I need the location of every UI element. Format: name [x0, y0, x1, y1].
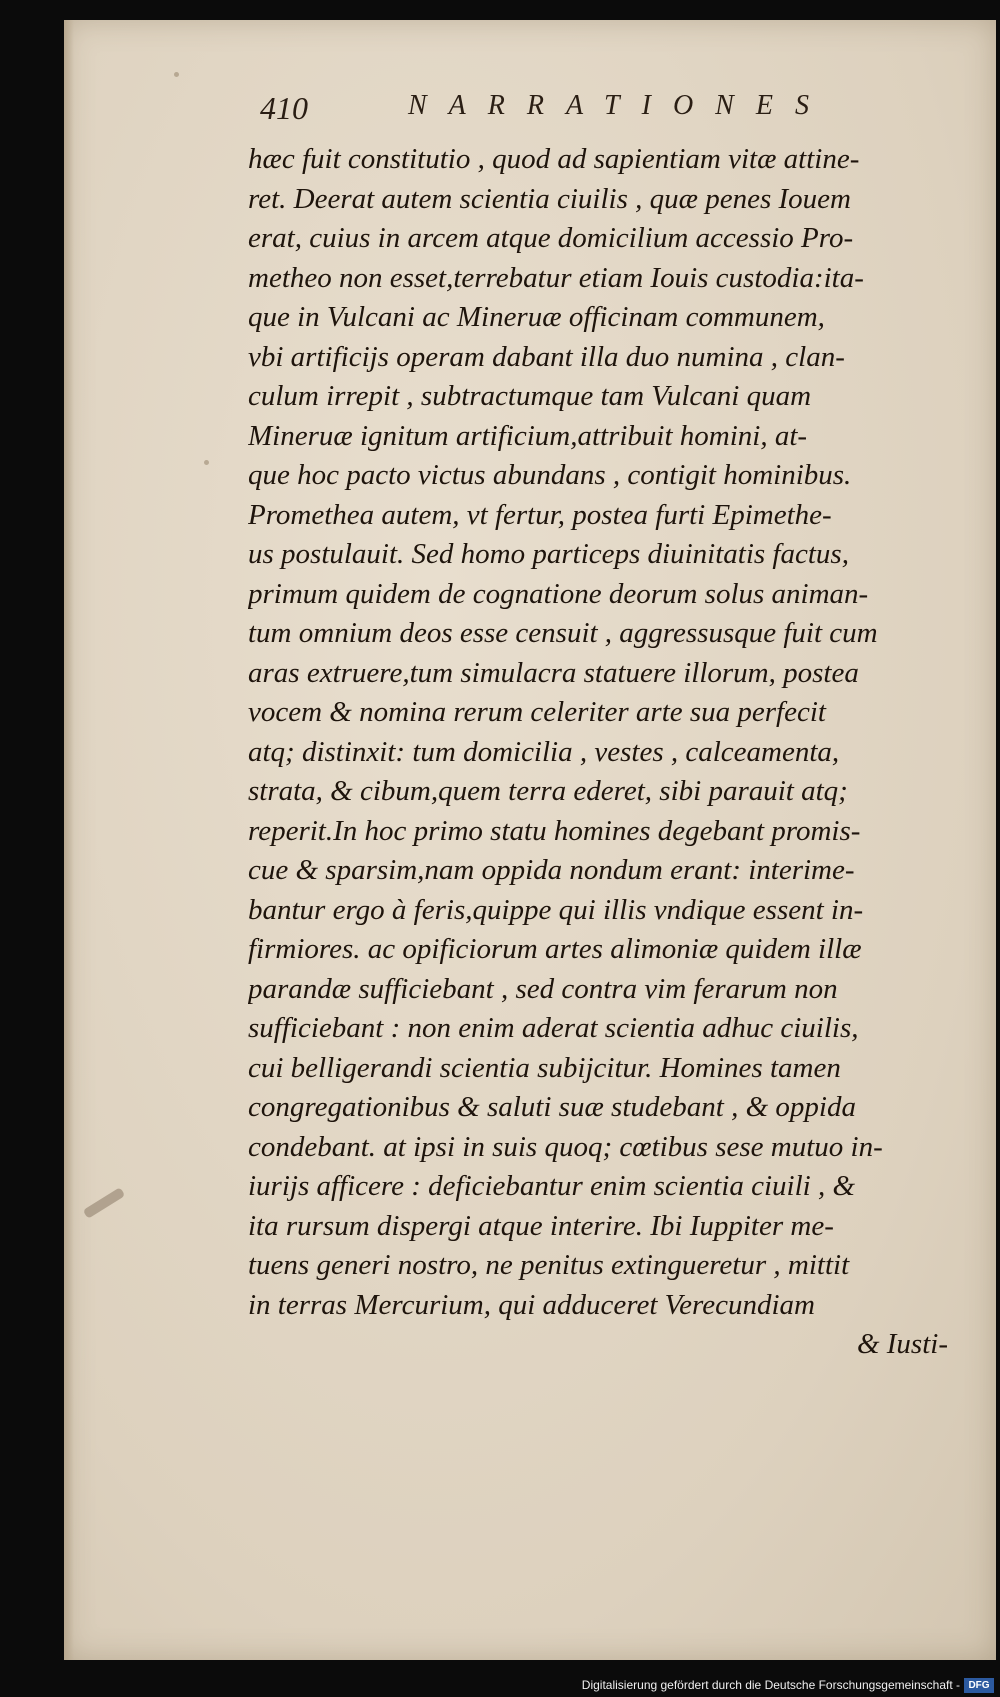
text-line: ret. Deerat autem scientia ciuilis , quæ penes Iouem — [248, 182, 851, 215]
text-line: us postulauit. Sed homo particeps diuinitatis factus, — [248, 538, 849, 570]
book-page — [64, 20, 996, 1660]
text-line: condebant. at ipsi in suis quoq; cœtibus sese mutuo in- — [248, 1130, 883, 1163]
text-line: tum omnium deos esse censuit , aggressusque fuit cum — [248, 617, 878, 649]
text-line: in terras Mercurium, qui adduceret Verecundiam — [248, 1288, 816, 1321]
text-line: parandæ sufficiebant , sed contra vim ferarum non — [248, 972, 838, 1005]
body-text — [248, 140, 948, 1365]
text-line: bantur ergo à feris,quippe qui illis vndique essent in- — [248, 893, 864, 926]
text-line: culum irrepit , subtractumque tam Vulcani quam — [248, 380, 812, 412]
text-line: cui belligerandi scientia subijcitur. Homines tamen — [248, 1051, 841, 1084]
text-line: que hoc pacto victus abundans , contigit hominibus. — [248, 459, 852, 491]
text-line: cue & sparsim,nam oppida nondum erant: interime- — [248, 854, 855, 886]
paper-speck — [174, 72, 179, 77]
running-title: NARRATIONES — [408, 90, 831, 121]
text-line: que in Vulcani ac Mineruæ officinam communem, — [248, 301, 825, 333]
text-line: atq; distinxit: tum domicilia , vestes , calceamenta, — [248, 735, 840, 768]
paper-speck — [204, 460, 209, 465]
funding-credit: Digitalisierung gefördert durch die Deutsche Forschungsgemeinschaft - — [581, 1678, 960, 1692]
dfg-logo: DFG — [964, 1678, 994, 1693]
text-line: firmiores. ac opificiorum artes alimoniæ quidem illæ — [248, 933, 862, 965]
text-line: congregationibus & saluti suæ studebant , & oppida — [248, 1091, 856, 1123]
text-line: iurijs afficere : deficiebantur enim scientia ciuili , & — [248, 1170, 856, 1202]
page-gutter — [64, 20, 74, 1660]
text-line: primum quidem de cognatione deorum solus animan- — [248, 577, 869, 610]
text-line: vbi artificijs operam dabant illa duo numina , clan- — [248, 340, 845, 373]
text-line: strata, & cibum,quem terra ederet, sibi parauit atq; — [248, 775, 848, 807]
text-line: erat, cuius in arcem atque domicilium accessio Pro- — [248, 222, 854, 254]
text-line: hæc fuit constitutio , quod ad sapientiam vitæ attine- — [248, 143, 860, 175]
digitization-footer — [0, 1675, 1000, 1697]
text-line: metheo non esset,terrebatur etiam Iouis custodia:ita- — [248, 261, 864, 294]
text-line: ita rursum dispergi atque interire. Ibi Iuppiter me- — [248, 1209, 834, 1242]
ink-smudge — [83, 1187, 126, 1219]
text-line: aras extruere,tum simulacra statuere illorum, postea — [248, 656, 859, 689]
text-line: sufficiebant : non enim aderat scientia adhuc ciuilis, — [248, 1012, 859, 1044]
catchword: & Iusti- — [856, 1328, 948, 1360]
text-line: vocem & nomina rerum celeriter arte sua perfecit — [248, 696, 826, 728]
text-line: reperit.In hoc primo statu homines degebant promis- — [248, 814, 861, 847]
text-line: tuens generi nostro, ne penitus extingueretur , mittit — [248, 1249, 850, 1281]
text-line: Mineruæ ignitum artificium,attribuit homini, at- — [248, 419, 808, 452]
text-line: Promethea autem, vt fertur, postea furti Epimethe- — [248, 498, 832, 531]
page-number: 410 — [260, 90, 308, 126]
